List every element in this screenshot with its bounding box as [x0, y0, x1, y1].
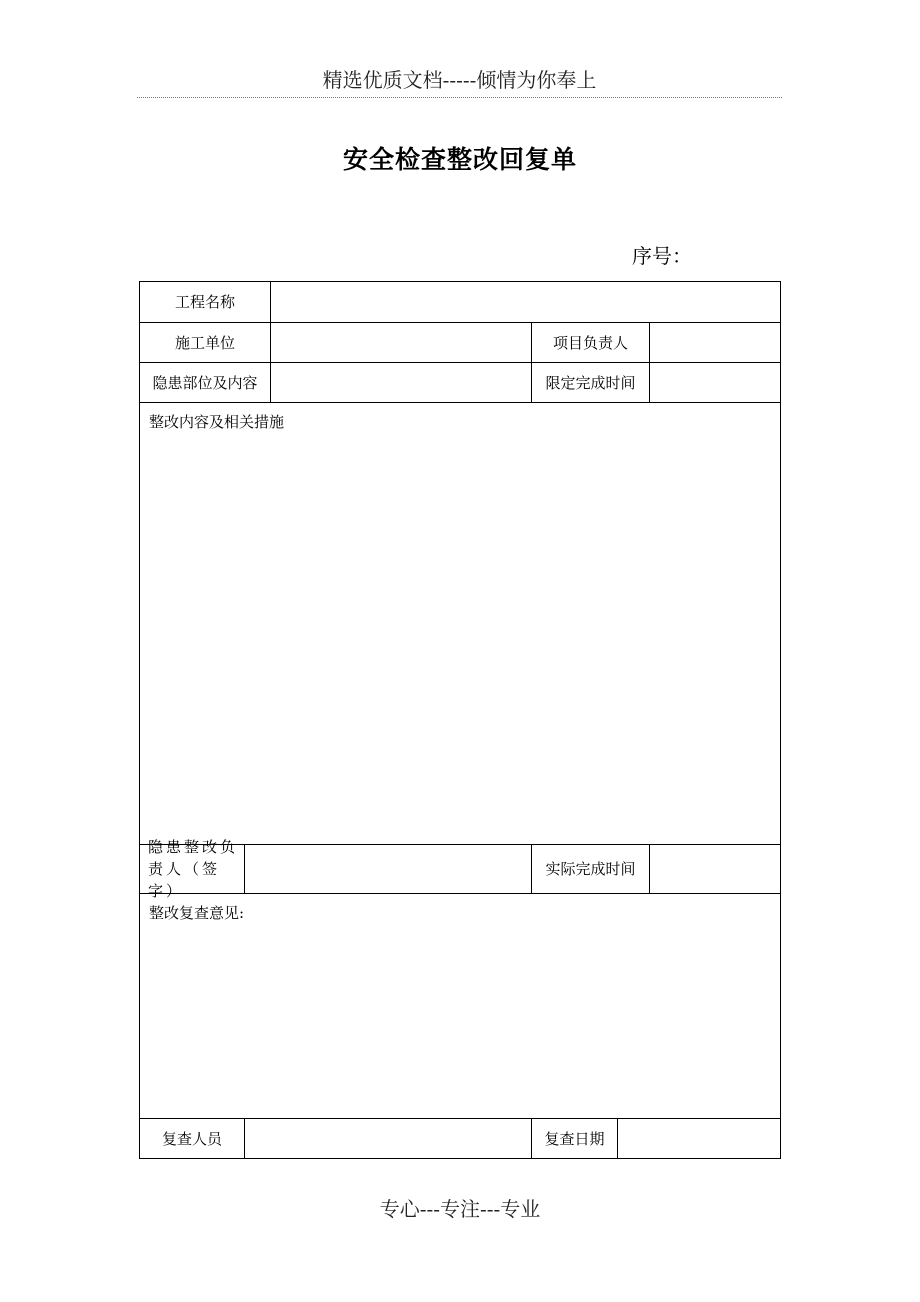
- hazard-location-field[interactable]: [270, 362, 532, 403]
- deadline-label: 限定完成时间: [531, 362, 650, 403]
- review-date-label: 复查日期: [531, 1118, 618, 1159]
- actual-completion-field[interactable]: [649, 844, 781, 894]
- reviewer-label: 复查人员: [139, 1118, 245, 1159]
- review-opinion-label: 整改复查意见:: [149, 904, 245, 922]
- project-manager-field[interactable]: [649, 322, 781, 363]
- review-date-field[interactable]: [617, 1118, 781, 1159]
- deadline-field[interactable]: [649, 362, 781, 403]
- rectification-measures-label: 整改内容及相关措施: [149, 413, 285, 431]
- rectification-responsible-field[interactable]: [244, 844, 532, 894]
- construction-unit-label: 施工单位: [139, 322, 271, 363]
- actual-completion-label: 实际完成时间: [531, 844, 650, 894]
- reviewer-field[interactable]: [244, 1118, 532, 1159]
- construction-unit-field[interactable]: [270, 322, 532, 363]
- rectification-responsible-label: 隐患整改负责人（签字）: [139, 844, 245, 894]
- project-name-field[interactable]: [270, 281, 781, 323]
- rectification-measures-area[interactable]: [139, 402, 781, 845]
- hazard-location-label: 隐患部位及内容: [139, 362, 271, 403]
- project-name-label: 工程名称: [139, 281, 271, 323]
- page-header: 精选优质文档-----倾情为你奉上: [137, 64, 782, 98]
- page-footer: 专心---专注---专业: [379, 1197, 541, 1221]
- serial-number-label: 序号：: [632, 244, 692, 268]
- review-opinion-area[interactable]: [139, 893, 781, 1119]
- project-manager-label: 项目负责人: [531, 322, 650, 363]
- form-title: 安全检查整改回复单: [342, 145, 577, 174]
